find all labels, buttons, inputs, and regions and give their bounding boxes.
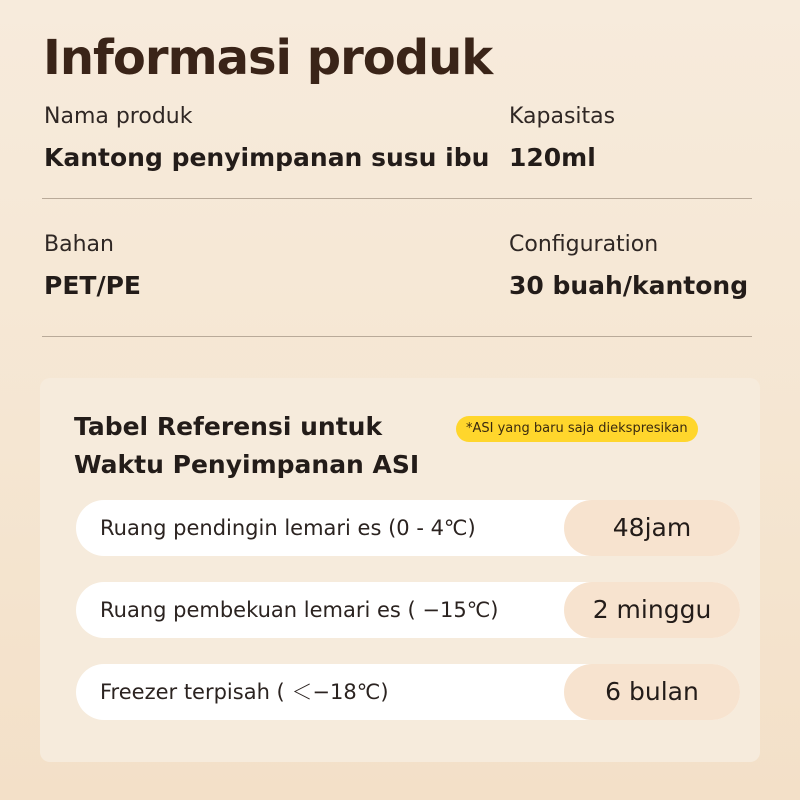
info-cell-configuration [509,232,748,300]
divider [42,198,752,199]
bahan-value: PET/PE [44,271,141,300]
storage-duration: 48jam [564,500,740,556]
nama-produk-value: Kantong penyimpanan susu ibu [44,143,490,172]
divider [42,336,752,337]
storage-row [76,582,740,638]
storage-duration: 2 minggu [564,582,740,638]
bahan-label: Bahan [44,232,114,257]
storage-condition: Freezer terpisah ( ＜−18℃) [100,680,389,704]
nama-produk-label: Nama produk [44,104,193,129]
info-cell-nama [44,104,489,172]
page-title: Informasi produk [43,30,493,86]
storage-condition: Ruang pembekuan lemari es ( −15℃) [100,598,499,622]
kapasitas-value: 120ml [509,143,596,172]
storage-row [76,500,740,556]
storage-condition: Ruang pendingin lemari es (0 - 4℃) [100,516,476,540]
info-cell-bahan [44,232,141,300]
kapasitas-label: Kapasitas [509,104,616,129]
card-title-line2: Waktu Penyimpanan ASI [74,450,420,479]
storage-duration: 6 bulan [564,664,740,720]
configuration-label: Configuration [509,232,659,257]
storage-reference-card [40,378,760,762]
note-badge: *ASI yang baru saja diekspresikan [456,416,698,442]
info-cell-kapasitas [509,104,615,172]
configuration-value: 30 buah/kantong [509,271,749,300]
card-title [74,408,434,484]
storage-row [76,664,740,720]
card-title-line1: Tabel Referensi untuk [74,412,383,441]
